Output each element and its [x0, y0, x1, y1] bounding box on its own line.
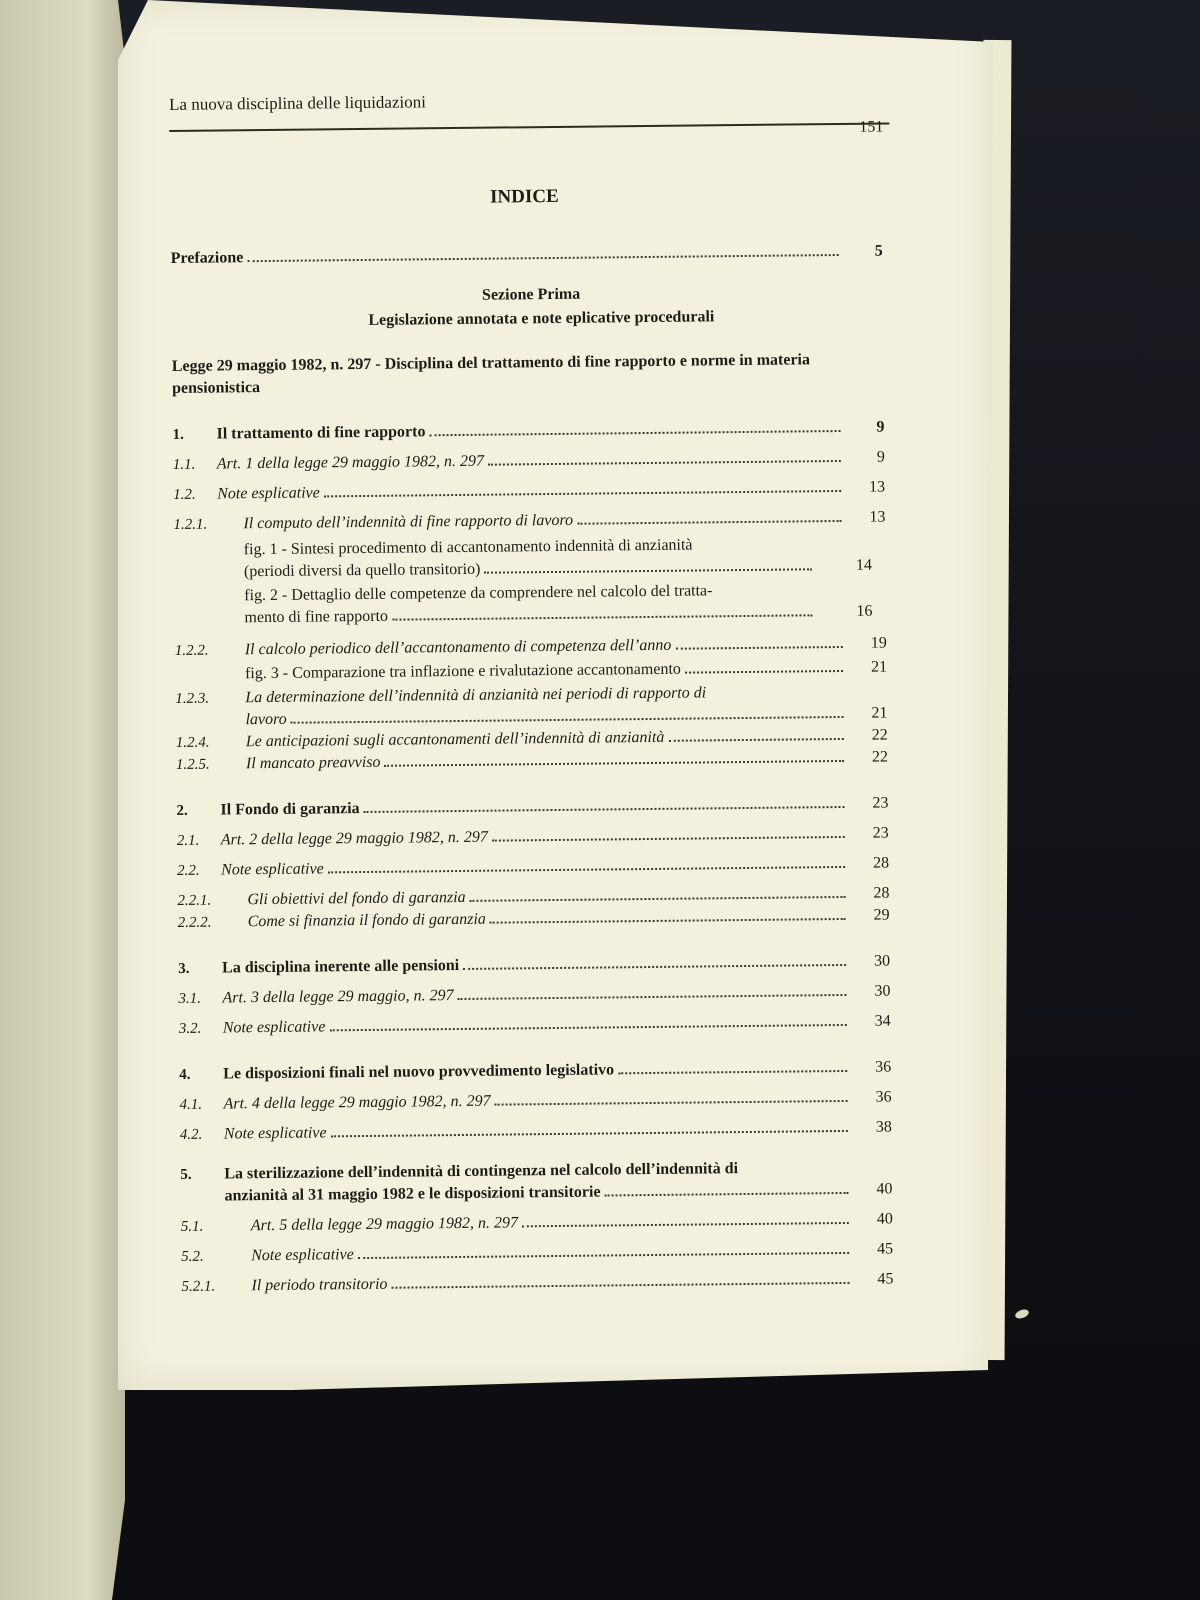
- toc-label: Come si finanzia il fondo di garanzia: [247, 910, 486, 931]
- toc-page: 45: [877, 1240, 894, 1258]
- left-page-leaf: [0, 0, 125, 1600]
- toc-label: (periodi diversi da quello transitorio): [243, 560, 481, 581]
- leader-dots: [495, 1100, 848, 1106]
- toc-page: 38: [875, 1118, 892, 1136]
- toc-number: 4.: [179, 1066, 191, 1083]
- toc-page: 16: [856, 602, 873, 620]
- toc-page: 30: [874, 952, 891, 970]
- toc-label: Note esplicative: [223, 1124, 327, 1143]
- leader-dots: [392, 1282, 850, 1289]
- toc-page: 21: [871, 704, 888, 722]
- law-heading: Legge 29 maggio 1982, n. 297 - Disciplina del trattamento di fine rapporto e norme in materia pensionistica: [171, 351, 811, 397]
- toc-entry[interactable]: [173, 447, 885, 476]
- leader-dots: [492, 836, 845, 842]
- index-title: INDICE: [489, 185, 559, 208]
- leader-dots: [392, 614, 812, 620]
- toc-number: 3.1.: [178, 990, 202, 1007]
- toc-number: 1.2.2.: [174, 642, 209, 659]
- toc-page: 23: [872, 794, 889, 812]
- toc-number: 3.2.: [178, 1020, 202, 1037]
- toc-page: 13: [869, 508, 886, 526]
- leader-dots: [458, 994, 847, 1000]
- toc-number: 2.2.: [177, 862, 200, 879]
- toc-page: 40: [876, 1210, 893, 1228]
- header-rule: [169, 122, 889, 132]
- leader-dots: [675, 646, 842, 650]
- toc-label: Art. 3 della legge 29 maggio, n. 297: [222, 987, 454, 1007]
- toc-label: Note esplicative: [221, 860, 324, 879]
- toc-page: 30: [874, 982, 891, 1000]
- toc-number: 5.2.: [181, 1248, 204, 1265]
- toc-entry[interactable]: [179, 1086, 891, 1115]
- toc-page: 19: [870, 634, 887, 652]
- leader-dots: [685, 670, 843, 674]
- toc-entry[interactable]: [178, 950, 890, 979]
- toc-entry[interactable]: [179, 1010, 891, 1039]
- leader-dots: [618, 1070, 847, 1074]
- leader-dots: [328, 866, 845, 873]
- toc-entry[interactable]: [172, 417, 884, 446]
- leader-dots: [429, 430, 840, 436]
- toc-page: 9: [876, 448, 885, 466]
- toc-page: 29: [873, 906, 890, 924]
- toc-figure-entry[interactable]: [244, 533, 816, 583]
- leader-dots: [364, 806, 845, 813]
- toc-page: 14: [855, 556, 873, 574]
- toc-page: 9: [876, 418, 885, 436]
- toc-label: Le anticipazioni sugli accantonamenti dell’indennità di anzianità: [245, 728, 665, 751]
- toc-label: Art. 1 della legge 29 maggio 1982, n. 297: [216, 452, 485, 473]
- toc-label: Note esplicative: [217, 484, 320, 503]
- running-head: La nuova disciplina delle liquidazioni: [168, 92, 427, 114]
- leader-dots: [488, 460, 841, 466]
- toc-page: 22: [871, 726, 888, 744]
- toc-page: 28: [873, 884, 890, 902]
- toc-entry[interactable]: [177, 822, 889, 851]
- toc-entry[interactable]: [176, 793, 888, 822]
- toc-label: Le disposizioni finali nel nuovo provvedimento legislativo: [223, 1061, 615, 1083]
- toc-label: Il Fondo di garanzia: [220, 800, 360, 819]
- toc-label: Il calcolo periodico dell’accantonamento di competenza dell’anno: [244, 636, 672, 659]
- toc-page: 21: [870, 658, 888, 676]
- toc-number: 4.1.: [179, 1096, 203, 1113]
- toc-page: 23: [872, 824, 889, 842]
- toc-number: 2.2.2.: [177, 914, 212, 931]
- leader-dots: [605, 1192, 849, 1197]
- toc-label: fig. 2 - Dettaglio delle competenze da comprendere nel calcolo del tratta-: [244, 582, 713, 605]
- page-content: [168, 0, 1012, 1320]
- toc-page: 22: [871, 748, 889, 766]
- toc-number: 1.2.: [173, 486, 196, 503]
- toc-label: fig. 1 - Sintesi procedimento di accantonamento indennità di anzianità: [243, 536, 693, 559]
- leader-dots: [291, 716, 844, 724]
- toc-label: Il periodo transitorio: [251, 1275, 388, 1295]
- toc-label: Il computo dell’indennità di fine rapporto di lavoro: [243, 511, 574, 533]
- toc-label: La sterilizzazione dell’indennità di contingenza nel calcolo dell’indennità di: [224, 1160, 739, 1183]
- leader-dots: [247, 254, 838, 262]
- toc-number: 5.1.: [180, 1218, 204, 1235]
- toc-label: La determinazione dell’indennità di anzianità nei periodi di rapporto di: [245, 684, 707, 707]
- leader-dots: [490, 918, 846, 924]
- toc-label: anzianità al 31 maggio 1982 e le disposizioni transitorie: [224, 1183, 601, 1205]
- toc-number: 1.2.1.: [173, 516, 208, 533]
- toc-label: Note esplicative: [222, 1018, 326, 1037]
- toc-number: 1.2.5.: [175, 756, 210, 773]
- leader-dots: [463, 964, 846, 970]
- toc-preface[interactable]: [171, 241, 883, 270]
- section-name: Sezione Prima: [481, 285, 581, 304]
- toc-entry[interactable]: [180, 1116, 892, 1145]
- toc-label: Art. 2 della legge 29 maggio 1982, n. 297: [220, 828, 488, 849]
- toc-number: 1.2.4.: [175, 734, 210, 751]
- leader-dots: [385, 760, 845, 767]
- leader-dots: [329, 1024, 846, 1031]
- toc-label: lavoro: [245, 710, 287, 729]
- toc-entry[interactable]: [179, 1056, 891, 1085]
- leader-dots: [668, 738, 843, 742]
- toc-label: La disciplina inerente alle pensioni: [222, 957, 460, 977]
- toc-number: 1.: [172, 426, 184, 443]
- toc-entry[interactable]: [178, 980, 890, 1009]
- leader-dots: [358, 1252, 849, 1259]
- toc-figure-entry[interactable]: [244, 579, 816, 629]
- leader-dots: [577, 520, 841, 525]
- toc-page: 36: [875, 1088, 892, 1106]
- section-subtitle: Legislazione annotata e note eplicative procedurali: [368, 308, 715, 329]
- toc-label: Il mancato preavviso: [245, 753, 381, 773]
- toc-label: Art. 5 della legge 29 maggio 1982, n. 297: [250, 1214, 519, 1235]
- toc-label: Art. 4 della legge 29 maggio 1982, n. 297: [223, 1092, 491, 1113]
- toc-number: 1.2.3.: [175, 690, 210, 707]
- toc-page: 40: [876, 1180, 893, 1198]
- leader-dots: [484, 568, 812, 573]
- toc-number: 5.2.1.: [181, 1278, 216, 1295]
- toc-entry[interactable]: [181, 1208, 893, 1237]
- toc-label: mento di fine rapporto: [244, 607, 389, 627]
- toc-number: [175, 678, 245, 679]
- toc-number: 3.: [178, 960, 190, 977]
- toc-label: Note esplicative: [251, 1246, 354, 1265]
- toc-entry[interactable]: [173, 507, 885, 536]
- toc-number: 2.2.1.: [177, 892, 212, 909]
- leader-dots: [331, 1130, 848, 1137]
- toc-number: 1.1.: [172, 456, 196, 473]
- toc-entry[interactable]: [181, 1268, 893, 1297]
- toc-page: 45: [877, 1270, 894, 1288]
- toc-number: 2.1.: [176, 832, 200, 849]
- toc-label: Il trattamento di fine rapporto: [216, 423, 426, 443]
- toc-number: 2.: [176, 802, 188, 819]
- toc-page: 5: [874, 242, 883, 260]
- leader-dots: [324, 490, 841, 497]
- leader-dots: [470, 896, 846, 902]
- toc-entry[interactable]: [181, 1238, 893, 1267]
- toc-page: 13: [869, 478, 886, 496]
- toc-number: 4.2.: [179, 1126, 203, 1143]
- toc-entry[interactable]: [173, 477, 885, 506]
- leader-dots: [522, 1222, 849, 1227]
- page-number: 151: [859, 118, 884, 136]
- toc-number: 5.: [180, 1166, 192, 1183]
- toc-page: 36: [875, 1058, 892, 1076]
- toc-entry[interactable]: [177, 852, 889, 881]
- toc-label: Prefazione: [170, 249, 244, 267]
- toc-label: fig. 3 - Comparazione tra inflazione e rivalutazione accantonamento: [244, 660, 681, 683]
- toc-page: 28: [872, 854, 890, 872]
- toc-page: 34: [874, 1012, 891, 1030]
- toc-label: Gli obiettivi del fondo di garanzia: [247, 888, 466, 909]
